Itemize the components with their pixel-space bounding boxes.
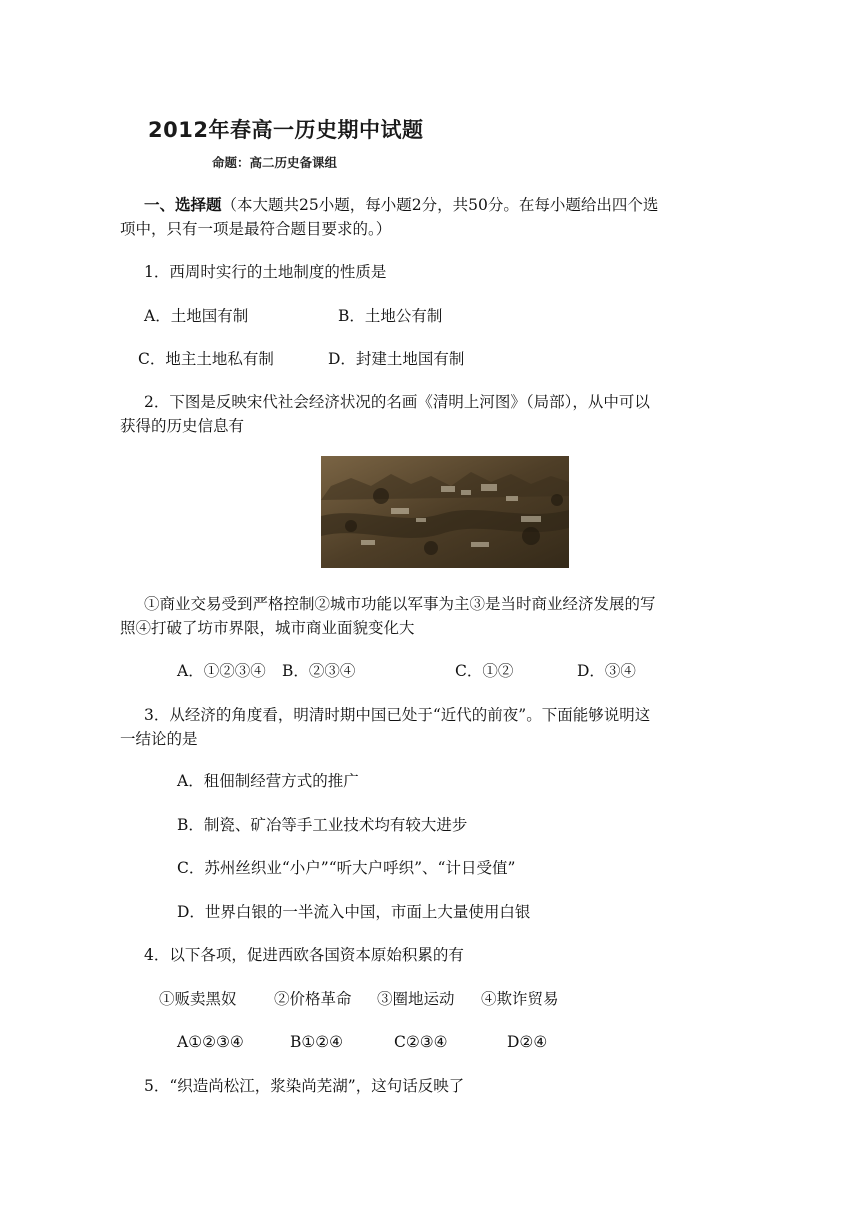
q4-option-b: B①②④: [290, 1033, 344, 1051]
q1-stem: 1．西周时实行的土地制度的性质是: [144, 263, 387, 281]
q2-option-c: C．①②: [455, 662, 514, 680]
q1-option-c: C．地主土地私有制: [138, 350, 274, 368]
exam-title: 2012年春高一历史期中试题: [148, 118, 424, 142]
q3-option-b: B．制瓷、矿冶等手工业技术均有较大进步: [177, 816, 468, 834]
q2-option-d: D．③④: [577, 662, 636, 680]
q5-stem: 5．“织造尚松江，浆染尚芜湖”，这句话反映了: [144, 1077, 465, 1095]
q1-option-d: D．封建土地国有制: [328, 350, 465, 368]
section-instructions-line1: [144, 194, 658, 216]
q3-option-d: D．世界白银的一半流入中国，市面上大量使用白银: [177, 903, 531, 921]
q4-option-d: D②④: [507, 1033, 548, 1051]
q4-item-4: ④欺诈贸易: [481, 990, 559, 1008]
q3-stem-line1: 3．从经济的角度看，明清时期中国已处于“近代的前夜”。下面能够说明这: [144, 706, 651, 724]
qingming-painting-image: [321, 456, 569, 568]
q2-items-line1: ①商业交易受到严格控制②城市功能以军事为主③是当时商业经济发展的写: [144, 595, 656, 613]
q2-items-line2: 照④打破了坊市界限，城市商业面貌变化大: [120, 619, 415, 637]
q1-option-b: B．土地公有制: [338, 307, 443, 325]
q4-item-3: ③圈地运动: [377, 990, 455, 1008]
q2-option-b: B．②③④: [282, 662, 356, 680]
q2-stem-line1: 2．下图是反映宋代社会经济状况的名画《清明上河图》（局部），从中可以: [144, 393, 650, 411]
q4-stem: 4．以下各项，促进西欧各国资本原始积累的有: [144, 946, 464, 964]
q2-stem-line2: 获得的历史信息有: [120, 417, 245, 435]
section-heading: 一、选择题: [144, 195, 222, 214]
q4-option-c: C②③④: [394, 1033, 448, 1051]
q3-stem-line2: 一结论的是: [120, 730, 198, 748]
q3-option-a: A．租佃制经营方式的推广: [177, 772, 359, 790]
q4-item-1: ①贩卖黑奴: [159, 990, 237, 1008]
section-instructions-line2: 项中，只有一项是最符合题目要求的。）: [120, 220, 392, 238]
painting-illustration: [321, 456, 569, 568]
q2-option-a: A．①②③④: [177, 662, 266, 680]
q1-option-a: A．土地国有制: [144, 307, 249, 325]
q4-option-a: A①②③④: [177, 1033, 244, 1051]
q3-option-c: C．苏州丝织业“小户”“听大户呼织”、“计日受值”: [177, 859, 516, 877]
q4-item-2: ②价格革命: [274, 990, 352, 1008]
exam-author: 命题：高二历史备课组: [212, 155, 338, 170]
section-instructions: （本大题共25小题，每小题2分，共50分。在每小题给出四个选: [221, 196, 659, 214]
